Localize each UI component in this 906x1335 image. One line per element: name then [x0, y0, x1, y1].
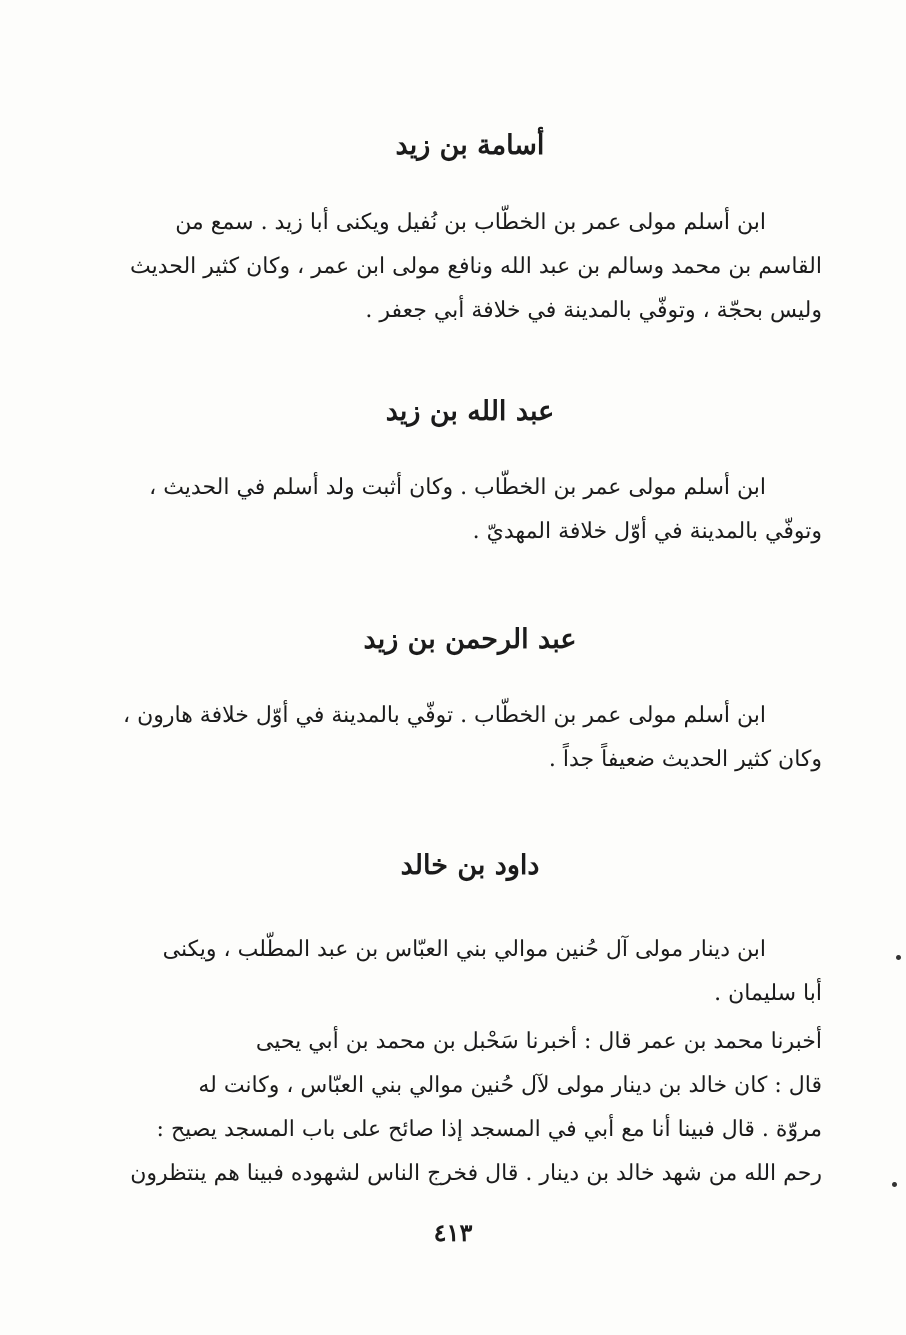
margin-mark — [892, 1182, 897, 1187]
text-line: وتوفّي بالمدينة في أوّل خلافة المهديّ . — [472, 519, 822, 544]
text-line: أخبرنا محمد بن عمر قال : أخبرنا سَحْبل بن محمد بن أبي يحيى — [255, 1029, 822, 1054]
text-line: ابن أسلم مولى عمر بن الخطّاب . وكان أثبت ولد أسلم في الحديث ، — [149, 475, 766, 500]
entry-title-dawud-bin-khalid: داود بن خالد — [400, 850, 540, 881]
text-line: قال : كان خالد بن دينار مولى لآل حُنين موالي بني العبّاس ، وكانت له — [198, 1073, 822, 1098]
text-line: وكان كثير الحديث ضعيفاً جداً . — [548, 747, 822, 772]
text-line: ابن دينار مولى آل حُنين موالي بني العبّاس بن عبد المطّلب ، ويكنى — [162, 937, 766, 962]
text-line: ابن أسلم مولى عمر بن الخطّاب بن نُفيل ويكنى أبا زيد . سمع من — [175, 210, 766, 235]
text-line: وليس بحجّة ، وتوفّي بالمدينة في خلافة أبي جعفر . — [365, 298, 822, 323]
text-line: مروّة . قال فبينا أنا مع أبي في المسجد إذا صائح على باب المسجد يصيح : — [156, 1117, 822, 1142]
entry-title-abdallah-bin-zayd: عبد الله بن زيد — [385, 396, 555, 427]
margin-mark — [896, 955, 901, 960]
entry-body-abd-al-rahman-bin-zayd — [118, 694, 822, 782]
entry-body-abdallah-bin-zayd — [118, 466, 822, 554]
text-line: رحم الله من شهد خالد بن دينار . قال فخرج الناس لشهوده فبينا هم ينتظرون — [130, 1161, 822, 1186]
page-number: ٤١٣ — [433, 1218, 473, 1247]
text-line: أبا سليمان . — [714, 981, 822, 1006]
entry-title-usama-bin-zayd: أسامة بن زيد — [395, 130, 545, 161]
entry-body-usama-bin-zayd — [118, 201, 822, 333]
entry-body-dawud-bin-khalid — [118, 928, 822, 1016]
entry-title-abd-al-rahman-bin-zayd: عبد الرحمن بن زيد — [363, 624, 577, 655]
text-line: ابن أسلم مولى عمر بن الخطّاب . توفّي بالمدينة في أوّل خلافة هارون ، — [123, 703, 766, 728]
narration-dawud-bin-khalid — [118, 1020, 822, 1196]
text-line: القاسم بن محمد وسالم بن عبد الله ونافع مولى ابن عمر ، وكان كثير الحديث — [129, 254, 822, 279]
